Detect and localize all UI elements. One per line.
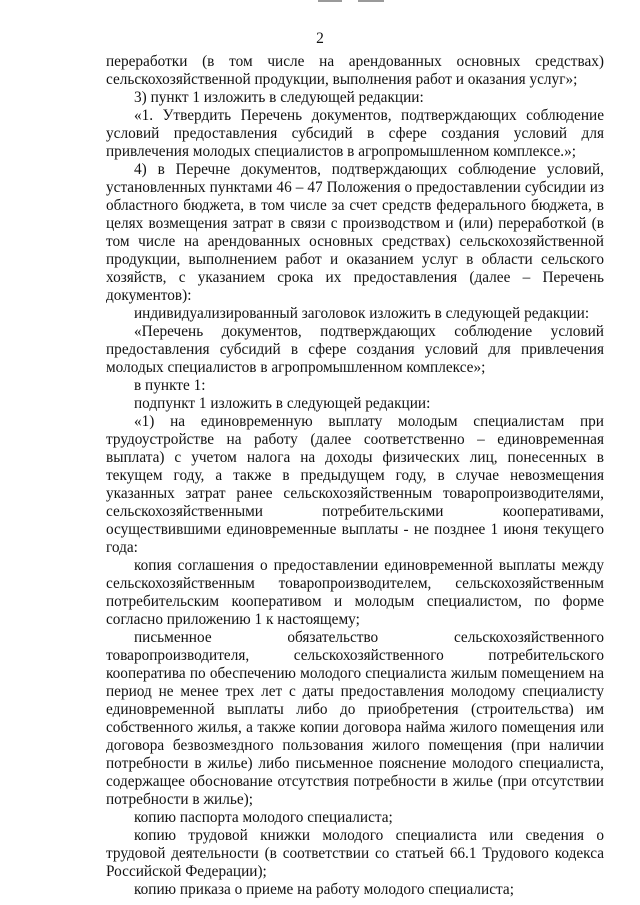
paragraph-4: 4) в Перечне документов, подтверждающих соблюдение условий, установленных пунктами 46 – 47 Положения о предоставлении субсидии из областного бюджета, в том числе за счет средств федерального бюджета, в целях возмещения затрат в связи с производством и (или) переработкой (в том числе на арендованных основных средствах) сельскохозяйственной продукции, выполнением работ и оказанием услуг в области сельского хозяйств, с указанием срока их предоставления (далее – Перечень документов): (106, 161, 604, 304)
paragraph-11: письменное обязательство сельскохозяйственного товаропроизводителя, сельскохозяйственного потребительского кооператива по обеспечению молодого специалиста жилым помещением на период не менее трех лет с даты предоставления молодому специалисту единовременной выплаты либо до приобретения (строительства) им собственного жилья, а также копии договора найма жилого помещения или договора безвозмездного пользования жилого помещения (при наличии потребности в жилье) либо письменное пояснение молодого специалиста, содержащее обоснование отсутствия потребности в жилье (при отсутствии потребности в жилье); (106, 629, 604, 808)
page-number: 2 (316, 30, 324, 47)
paragraph-7: в пункте 1: (134, 377, 206, 394)
paragraph-13: копию трудовой книжки молодого специалиста или сведения о трудовой деятельности (в соответствии со статьей 66.1 Трудового кодекса Российской Федерации); (106, 827, 604, 880)
paragraph-9: «1) на единовременную выплату молодым специалистам при трудоустройстве на работу (далее соответственно – единовременная выплата) с учетом налога на доходы физических лиц, понесенных в текущем году, а также в предыдущем году, в случае невозмещения указанных затрат ранее сельскохозяйственным товаропроизводителями, сельскохозяйственными потребительскими кооперативами, осуществившими единовременные выплаты - не позднее 1 июня текущего года: (106, 413, 604, 556)
paragraph-10: копия соглашения о предоставлении единовременной выплаты между сельскохозяйственным товаропроизводителем, сельскохозяйственным потребительским кооперативом и молодым специалистом, по форме согласно приложению 1 к настоящему; (106, 557, 604, 628)
paragraph-12: копию паспорта молодого специалиста; (134, 809, 393, 826)
paragraph-6: «Перечень документов, подтверждающих соблюдение условий предоставления субсидий в сфере создания условий для привлечения молодых специалистов в агропромышленном комплексе»; (106, 323, 604, 376)
document-body (106, 53, 604, 899)
paragraph-1: переработки (в том числе на арендованных основных средствах) сельскохозяйственной продукции, выполнения работ и оказания услуг»; (106, 53, 604, 88)
paragraph-14: копию приказа о приеме на работу молодого специалиста; (134, 881, 514, 898)
paragraph-2: 3) пункт 1 изложить в следующей редакции: (134, 89, 424, 106)
paragraph-5: индивидуализированный заголовок изложить в следующей редакции: (134, 305, 590, 322)
scan-artifact (318, 0, 342, 2)
paragraph-3: «1. Утвердить Перечень документов, подтверждающих соблюдение условий предоставления субсидий в сфере создания условий для привлечения молодых специалистов в агропромышленном комплексе.»; (106, 107, 604, 160)
scan-artifact (358, 0, 384, 2)
paragraph-8: подпункт 1 изложить в следующей редакции: (134, 395, 431, 412)
